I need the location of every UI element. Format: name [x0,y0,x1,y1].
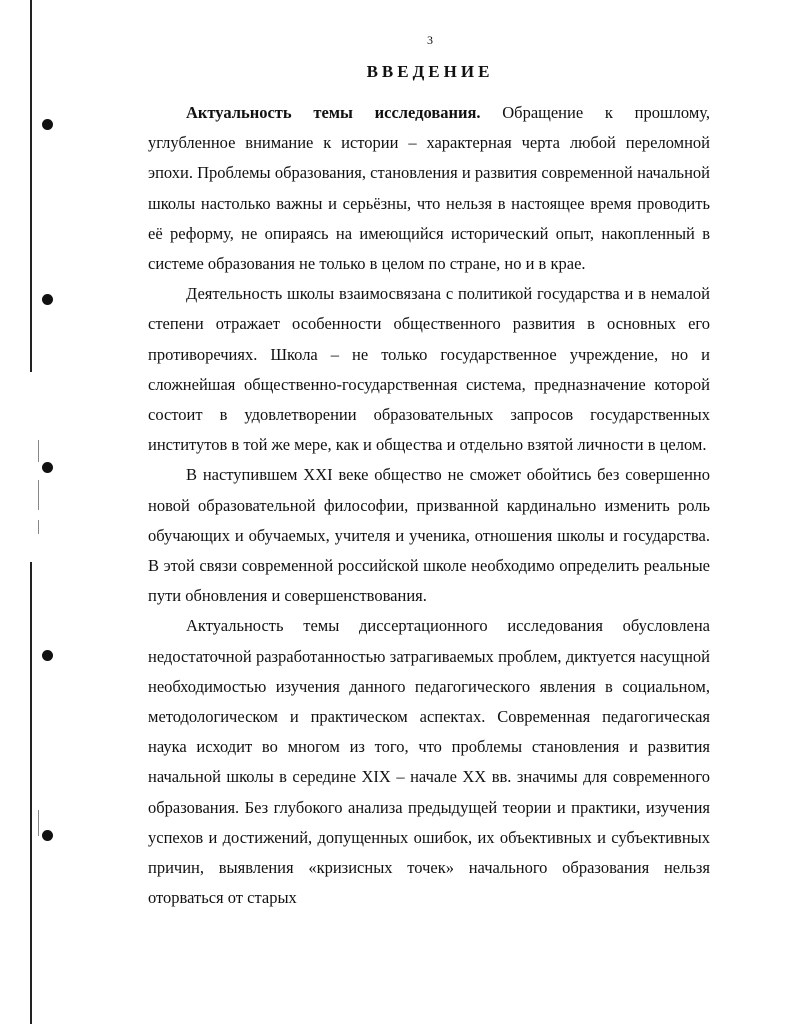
paragraph-text: Обращение к прошлому, углубленное внимание к истории – характерная черта любой переломной эпохи. Проблемы образования, становления и развития современной начальной школы настолько важны и серьёзны, что нельзя в настоящее время проводить её реформу, не опираясь на имеющийся исторический опыт, накопленный в системе образования не только в целом по стране, но и в крае. [148,103,710,274]
paragraph [148,98,710,279]
binding-mark [38,520,39,534]
binding-mark [38,810,39,836]
punch-hole [42,119,53,130]
paragraph-text: В наступившем XXI веке общество не сможет обойтись без совершенно новой образовательной философии, призванной кардинально изменить роль обучающих и обучаемых, учителя и ученика, отношения школы и государства. В этой связи современной российской школе необходимо определить реальные пути обновления и совершенствования. [148,465,710,606]
paragraph-lead: Актуальность темы исследования. [186,103,481,122]
punch-hole [42,462,53,473]
paragraph [148,279,710,460]
binding-mark [38,440,39,462]
paragraph [148,611,710,913]
binding-edge-line-top [30,0,32,372]
paragraph-text: Актуальность темы диссертационного исследования обусловлена недостаточной разработанностью затрагиваемых проблем, диктуется насущной необходимостью изучения данного педагогического явления в социальном, методологическом и практическом аспектах. Современная педагогическая наука исходит во многом из того, что проблемы становления и развития начальной школы в середине XIX – начале XX вв. значимы для современного образования. Без глубокого анализа предыдущей теории и практики, изучения успехов и достижений, допущенных ошибок, их объективных и субъективных причин, выявления «кризисных точек» начального образования нельзя оторваться от старых [148,616,710,908]
page-number: 3 [427,33,433,47]
binding-edge-line-bottom [30,562,32,1024]
punch-hole [42,294,53,305]
punch-hole [42,650,53,661]
body-text [148,98,710,913]
section-title: ВВЕДЕНИЕ [366,62,494,81]
binding-mark [38,480,39,510]
paragraph [148,460,710,611]
paragraph-text: Деятельность школы взаимосвязана с политикой государства и в немалой степени отражает особенности общественного развития в основных его противоречиях. Школа – не только государственное учреждение, но и сложнейшая общественно-государственная система, предназначение которой состоит в удовлетворении образовательных запросов государственных институтов в той же мере, как и общества и отдельно взятой личности в целом. [148,284,710,455]
punch-hole [42,830,53,841]
